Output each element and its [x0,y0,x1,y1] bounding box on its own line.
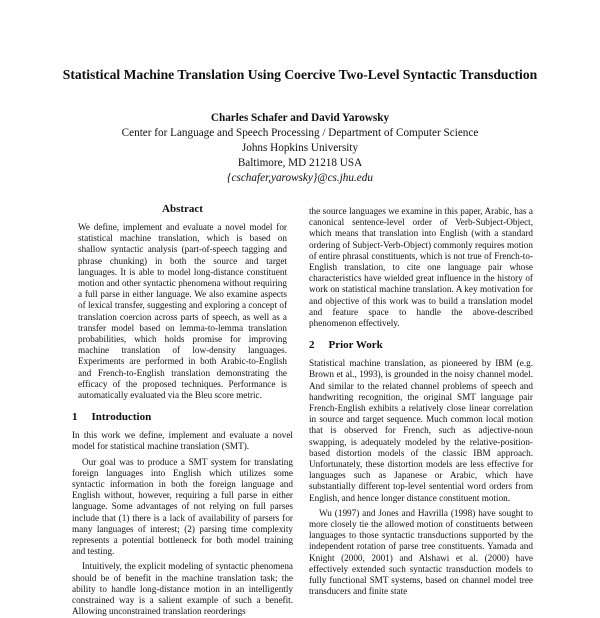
author-email[interactable]: {cschafer,yarowsky}@cs.jhu.edu [227,172,373,184]
author-city: Baltimore, MD 21218 USA [237,157,363,169]
section-number: 2 [309,339,315,352]
intro-paragraph: Intuitively, the explicit modeling of syntactic phenomena should be of benefit in the machine translation task; the ability to handle long-distance motion in an intelligently constrained way is a salient example of such a benefit. Allowing unconstrained translation reorderings [72,561,293,617]
author-block [40,111,560,186]
prior-work-paragraph: Statistical machine translation, as pioneered by IBM (e.g. Brown et al., 1993), is grounded in the noisy channel model. And similar to the related channel problems of speech and handwriting recognition, the original SMT language pair French-English exhibits a relatively close linear correlation in source and target sequence. Much common local motion that is observed for French, such as adjective-noun swapping, is adequately modeled by the relative-position-based distortion models of the classic IBM approach. Unfortunately, these distortion models are less effective for languages such as Japanese or Arabic, which have substantially different top-level sentential word orders from English, and hence longer distance constituent motion. [309,358,533,503]
section-title: Introduction [91,411,152,424]
right-column [309,206,533,598]
intro-paragraph: In this work we define, implement and evaluate a novel model for statistical machine translation (SMT). [72,430,293,452]
author-names: Charles Schafer and David Yarowsky [210,112,390,124]
author-university: Johns Hopkins University [241,142,359,154]
author-affiliation: Center for Language and Speech Processing / Department of Computer Science [121,127,479,139]
intro-paragraph: Our goal was to produce a SMT system for translating foreign languages into English which utilizes some syntactic information in both the foreign language and English without, however, requiring a full parse in either language. Some advantages of not relying on full parses include that (1) there is a lack of availability of parsers for many languages of interest; (2) parsing time complexity represents a potential bottleneck for both model training and testing. [72,456,293,557]
abstract-body: We define, implement and evaluate a novel model for statistical machine translation, which is based on shallow syntactic analysis (part-of-speech tagging and phrase chunking) in both the source and target languages. It is able to model long-distance constituent motion and other syntactic phenomena without requiring a full parse in either language. We also examine aspects of lexical transfer, suggesting and exploring a concept of translation coercion across parts of speech, as well as a transfer model based on lemma-to-lemma translation probabilities, which holds promise for improving machine translation of low-density languages. Experiments are performed in both Arabic-to-English and French-to-English translation demonstrating the efficacy of the proposed techniques. Performance is automatically evaluated via the Bleu score metric. [78,222,287,401]
prior-work-paragraph: Wu (1997) and Jones and Havrilla (1998) have sought to more closely tie the allowed motion of constituents between languages to those syntactic transductions supported by the independent rotation of parse tree constituents. Yamada and Knight (2000, 2001) and Alshawi et al. (2000) have effectively extended such syntactic transduction models to fully functional SMT systems, based on channel model tree transducers and finite state [309,507,533,597]
section-heading-introduction [72,410,293,424]
section-heading-prior-work [309,338,533,352]
section-number: 1 [72,411,78,424]
section-title: Prior Work [328,339,383,352]
intro-continuation: the source languages we examine in this paper, Arabic, has a canonical sentence-level order of Verb-Subject-Object, which means that translation into English (with a standard ordering of Subject-Verb-Object) commonly requires motion of entire phrasal constituents, which is not true of French-to-English translation, to cite one language pair whose characteristics have wielded great influence in the history of work on statistical machine translation. A key motivation for and objective of this work was to build a translation model and feature space to handle the above-described phenomenon effectively. [309,206,533,329]
abstract-heading: Abstract [162,203,203,215]
paper-title: Statistical Machine Translation Using Coercive Two-Level Syntactic Transduction [62,67,538,82]
left-column [72,202,293,618]
